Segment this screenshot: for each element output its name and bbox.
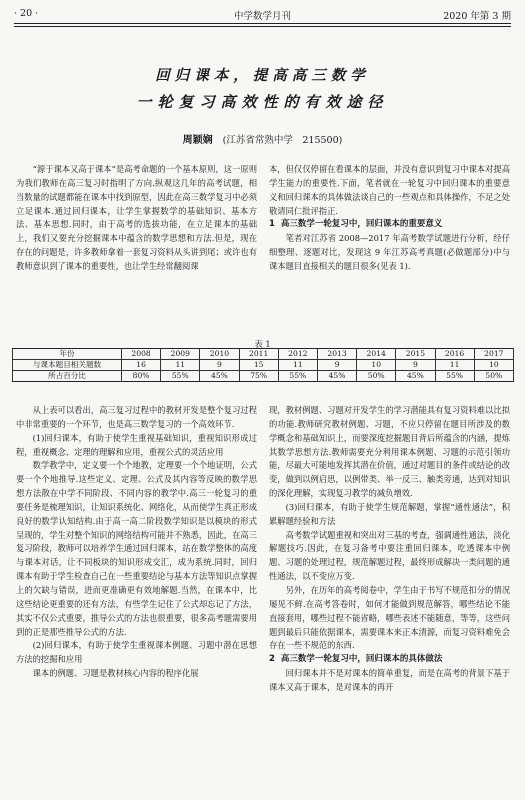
row-header: 年份 (13, 349, 122, 360)
table-cell: 2009 (161, 349, 200, 360)
section-heading-2 (269, 653, 510, 667)
subpoint-heading: (1)回归课本，有助于使学生重视基础知识，重视知识形成过程，重视概念、定理的理解和应用，重视公式的灵活应用 (16, 432, 257, 457)
article-title-line1: 回归课本，提高高三数学 (155, 68, 370, 84)
table-cell: 2008 (122, 349, 161, 360)
table-cell: 55% (161, 371, 200, 382)
column-bottom-right (269, 404, 510, 798)
author-affiliation: (江苏省常熟中学 215500) (222, 135, 343, 146)
body-paragraph: 从上表可以看出，高三复习过程中的教材开发是整个复习过程中非常重要的一个环节，也是高三数学复习的一个高效环节. (16, 405, 257, 429)
table-cell: 2017 (474, 349, 513, 360)
table-cell: 15 (239, 360, 278, 371)
section-title: 高三数学一轮复习中，回归课本的重要意义 (280, 219, 443, 230)
header-rule-thick (14, 23, 511, 24)
table-cell: 75% (239, 371, 278, 382)
table-cell: 50% (474, 371, 513, 382)
table-cell: 2016 (435, 349, 474, 360)
table-cell: 50% (357, 371, 396, 382)
subpoint-heading: (3)回归课本，有助于使学生规范解题，掌握“通性通法”，积累解题经验和方法 (269, 501, 510, 526)
body-paragraph: 数学教学中，定义要一个个地教，定理要一个个地证明，公式要一个个地推导.这些定义、定理、公式及其内容等反映的数学思想方法散在中学不同阶段、不同内容的教学中.高三一轮复习的重要任务是梳理知识，让知识系统化、网络化，从而使学生真正形成良好的数学认知结构.由于高一高二阶段数学知识是以模块的形式呈现的，学生对整个知识的网络结构可能并不熟悉，因此，在高三复习阶段，教师可以培养学生通过回归课本，站在数学整体的高度与课本对话，让不同板块的知识形成交汇，成为系统.同时，回归课本有助于学生检查自己在一些重要结论与基本方法等知识点掌握上的欠缺与错误，进而更准确更有效地解题.当然，在课本中，比这些结论更重要的还有方法，有些学生记住了公式却忘记了方法，其实不仅公式重要，推导公式的方法也很重要，很多高考题需要用到的正是那些推导公式的方法. (16, 460, 257, 637)
table-cell: 10 (357, 360, 396, 371)
table-cell: 55% (278, 371, 317, 382)
table-row-years (13, 349, 514, 360)
table-cell: 2013 (317, 349, 356, 360)
section-1-paragraph: 笔者对江苏省 2008—2017 年高考数学试题进行分析，经仔细整理、逐题对比，发现这 9 年江苏高考真题(必做题部分)中与课本题目直接相关的题目很多(见表 1). (269, 233, 510, 271)
body-paragraph-continued: 现，教材例题、习题对开发学生的学习潜能具有复习资料难以比拟的功能.教师研究教材例题、习题，不应只停留在题目所涉及的数学概念和基础知识上，而要深度挖掘题目背后所蕴含的内涵，提炼其数学思想方法.教师需要充分利用课本例题、习题的示范引领功能，尽最大可能地发挥其潜在价值，通过对题目的条件或结论的改变，做到以例启思，以例带类、举一反三、触类旁通，达到对知识的深化理解，实现复习教学的减负增效. (269, 405, 510, 499)
intro-paragraph-continued: 本，但仅仅停留在看课本的层面，并没有意识到复习中课本对提高学生能力的重要性.下面，笔者就在一轮复习中回归课本的重要意义和回归课本的具体做法谈自己的一些观点和具体操作，不足之处敬请同仁批评指正. (269, 164, 510, 216)
table-row-percents (13, 371, 514, 382)
row-header: 与课本题目相关题数 (13, 360, 122, 371)
body-paragraph: 回归课本并不是对课本的简单重复，而是在高考的背景下基于课本又高于课本，是对课本的再开 (269, 668, 510, 692)
table-cell: 2010 (200, 349, 239, 360)
column-top-right (269, 163, 510, 345)
table-cell: 2014 (357, 349, 396, 360)
column-bottom-left (16, 404, 257, 798)
intro-paragraph: “源于课本又高于课本”是高考命题的一个基本原则，这一原则为我们教师在高三复习时指明了方向.纵观这几年的高考试题，相当数量的试题都能在课本中找到原型，因此在高三数学复习中必须立足课本.通过回归课本，让学生掌握数学的基础知识、基本方法、基本思想.同时，由于高考的选拔功能，在立足课本的基础上，我们又要充分挖掘课本中蕴含的数学思想和方法.但是，现在存在的问题是，许多教师拿着一套复习资料从头讲到尾；或许也有教师意识到了课本的重要性，也让学生经常翻阅课 (16, 164, 257, 271)
table-cell: 80% (122, 371, 161, 382)
section-heading-1 (269, 218, 510, 232)
table-cell: 45% (200, 371, 239, 382)
section-title: 高三数学一轮复习中，回归课本的具体做法 (280, 654, 443, 665)
subpoint-heading: (2)回归课本，有助于使学生重视课本例题、习题中潜在思想方法的挖掘和应用 (16, 640, 257, 665)
table-cell: 9 (396, 360, 435, 371)
section-number: 2 (269, 654, 275, 665)
issue-label: 2020 年第 3 期 (443, 11, 511, 22)
table-cell: 11 (278, 360, 317, 371)
table-cell: 2011 (239, 349, 278, 360)
body-paragraph: 高考数学试题重视和突出对三基的考查，强调通性通法，淡化解题技巧.因此，在复习备考中要注重回归课本，吃透课本中例题、习题的处理过程，规范解题过程，最终形成解决一类问题的通性通法，以不变应万变. (269, 529, 510, 582)
table-cell: 2012 (278, 349, 317, 360)
body-paragraph: 课本的例题、习题是教材核心内容的程序化展 (32, 668, 199, 679)
table-row-counts (13, 360, 514, 371)
table-caption: 表 1 (254, 339, 271, 349)
byline (0, 131, 525, 146)
table-cell: 9 (317, 360, 356, 371)
table-cell: 9 (200, 360, 239, 371)
data-table (12, 348, 514, 382)
table-cell: 55% (435, 371, 474, 382)
author-name: 周颖娴 (182, 135, 213, 146)
section-number: 1 (269, 219, 275, 230)
page-number: · 20 · (14, 8, 39, 19)
header-rule-thin (14, 26, 511, 27)
article-title-line2: 一轮复习高效性的有效途径 (136, 93, 389, 111)
table-cell: 2015 (396, 349, 435, 360)
table-cell: 11 (161, 360, 200, 371)
table-cell: 11 (435, 360, 474, 371)
column-top-left (16, 163, 257, 345)
table-cell: 10 (474, 360, 513, 371)
table-cell: 45% (317, 371, 356, 382)
table-cell: 45% (396, 371, 435, 382)
journal-name: 中学数学月刊 (233, 11, 291, 22)
table-cell: 16 (122, 360, 161, 371)
body-paragraph: 另外，在历年的高考阅卷中，学生由于书写不规范扣分的情况屡见不鲜.在高考答卷时，如何才能做到规范解答，哪些结论不能直接套用，哪些过程不能省略，哪些表述不能随意，等等，这些问题到最后只能依据课本，需要课本来正本清源，而复习资料难免会存在一些不规范的东西. (269, 584, 510, 651)
row-header: 所占百分比 (13, 371, 122, 382)
